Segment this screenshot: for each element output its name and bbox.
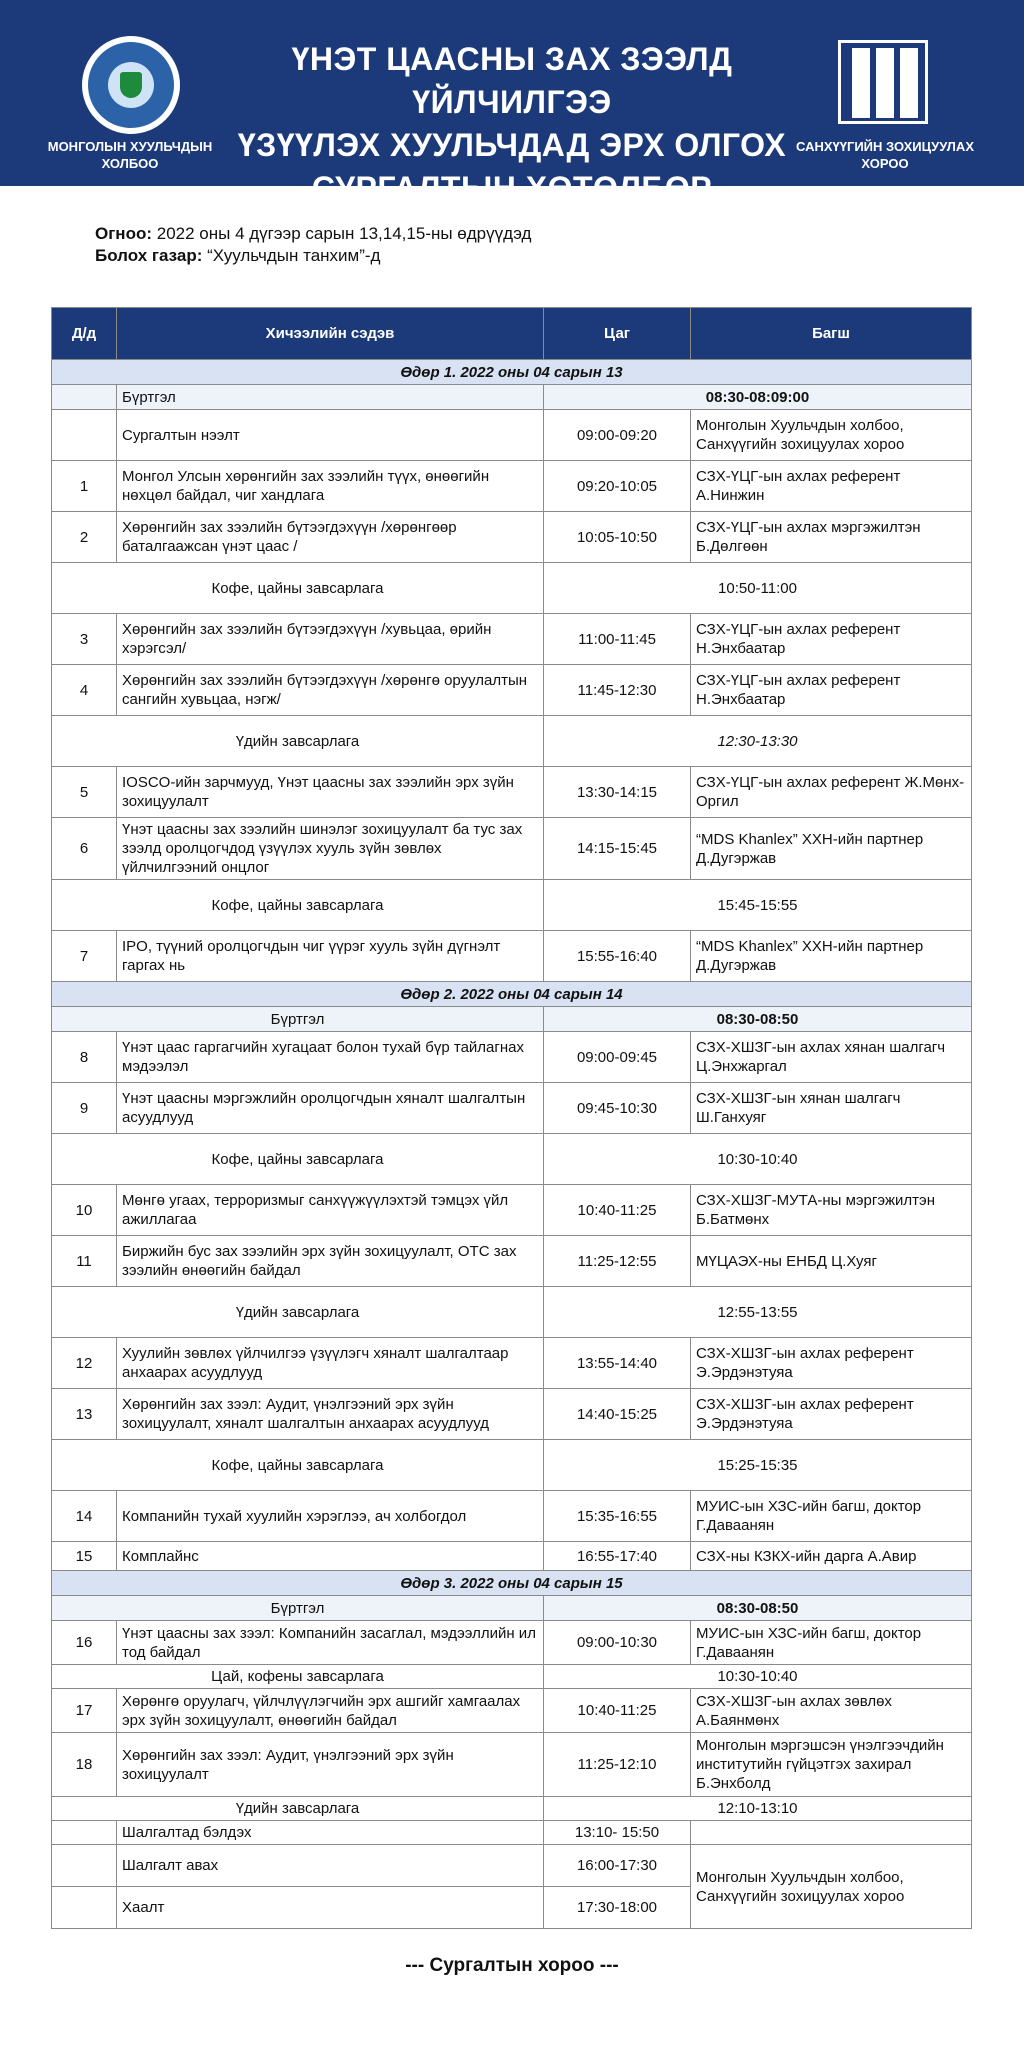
table-row: 2 Хөрөнгийн зах зээлийн бүтээгдэхүүн /хөрөнгөөр баталгаажсан үнэт цаас / 10:05-10:50 СЗХ-ҮЦГ-ын ахлах мэргэжилтэн Б.Дөлгөөн <box>52 512 972 563</box>
event-info <box>95 223 531 267</box>
table-row: 17 Хөрөнгө оруулагч, үйлчлүүлэгчийн эрх ашгийг хамгаалах эрх зүйн зохицуулалт, өнөөгийн байдал 10:40-11:25 СЗХ-ХШЗГ-ын ахлах зөвлөх А.Баянмөнх <box>52 1689 972 1733</box>
table-row: 7 IPO, түүний оролцогчдын чиг үүрэг хууль зүйн дүгнэлт гаргах нь 15:55-16:40 “MDS Khanlex” ХХН-ийн партнер Д.Дугэржав <box>52 931 972 982</box>
table-row: 4 Хөрөнгийн зах зээлийн бүтээгдэхүүн /хөрөнгө оруулалтын сангийн хувьцаа, нэгж/ 11:45-12:30 СЗХ-ҮЦГ-ын ахлах референт Н.Энхбаатар <box>52 665 972 716</box>
table-row: 6 Үнэт цаасны зах зээлийн шинэлэг зохицуулалт ба тус зах зээлд оролцогчдод үзүүлэх хууль зүйн зөвлөх үйлчилгээний онцлог 14:15-15:45 “MDS Khanlex” ХХН-ийн партнер Д.Дугэржав <box>52 818 972 880</box>
table-row: 5 IOSCO-ийн зарчмууд, Үнэт цаасны зах зээлийн эрх зүйн зохицуулалт 13:30-14:15 СЗХ-ҮЦГ-ын ахлах референт Ж.Мөнх-Оргил <box>52 767 972 818</box>
header-topic: Хичээлийн сэдэв <box>117 308 544 360</box>
lunch-row: Үдийн завсарлага 12:55-13:55 <box>52 1287 972 1338</box>
mongolian-bar-association-logo <box>82 36 180 134</box>
table-row: Шалгалт авах 16:00-17:30 Монголын Хуульчдын холбоо, Санхүүгийн зохицуулах хороо <box>52 1845 972 1887</box>
header-time: Цаг <box>544 308 691 360</box>
break-row: Цай, кофены завсарлага 10:30-10:40 <box>52 1665 972 1689</box>
day-title-row: Өдөр 3. 2022 оны 04 сарын 15 <box>52 1571 972 1596</box>
table-row: 13 Хөрөнгийн зах зээл: Аудит, үнэлгээний эрх зүйн зохицуулалт, хяналт шалгалтын анхаарах асуудлууд 14:40-15:25 СЗХ-ХШЗГ-ын ахлах референт Э.Эрдэнэтуяа <box>52 1389 972 1440</box>
header-banner <box>0 0 1024 206</box>
break-row: Кофе, цайны завсарлага 15:45-15:55 <box>52 880 972 931</box>
table-row: 3 Хөрөнгийн зах зээлийн бүтээгдэхүүн /хувьцаа, өрийн хэрэгсэл/ 11:00-11:45 СЗХ-ҮЦГ-ын ахлах референт Н.Энхбаатар <box>52 614 972 665</box>
table-row: 10 Мөнгө угаах, терроризмыг санхүүжүүлэхтэй тэмцэх үйл ажиллагаа 10:40-11:25 СЗХ-ХШЗГ-МУТА-ны мэргэжилтэн Б.Батмөнх <box>52 1185 972 1236</box>
day-title-row: Өдөр 1. 2022 оны 04 сарын 13 <box>52 360 972 385</box>
table-header-row <box>52 308 972 360</box>
table-row: Шалгалтад бэлдэх 13:10- 15:50 <box>52 1821 972 1845</box>
table-row: Сургалтын нээлт 09:00-09:20 Монголын Хуульчдын холбоо, Санхүүгийн зохицуулах хороо <box>52 410 972 461</box>
table-row: 15 Комплайнс 16:55-17:40 СЗХ-ны КЗКХ-ийн дарга А.Авир <box>52 1542 972 1571</box>
date-line: Огноо: 2022 оны 4 дүгээр сарын 13,14,15-ны өдрүүдэд <box>95 224 532 243</box>
place-line: Болох газар: “Хуульчдын танхим”-д <box>95 246 381 265</box>
table-row: 11 Биржийн бус зах зээлийн эрх зүйн зохицуулалт, OTC зах зээлийн өнөөгийн байдал 11:25-12:55 МҮЦАЭХ-ны ЕНБД Ц.Хуяг <box>52 1236 972 1287</box>
header-no: Д/д <box>52 308 117 360</box>
table-row: 9 Үнэт цаасны мэргэжлийн оролцогчдын хяналт шалгалтын асуудлууд 09:45-10:30 СЗХ-ХШЗГ-ын хянан шалгагч Ш.Ганхуяг <box>52 1083 972 1134</box>
registration-row: Бүртгэл 08:30-08:50 <box>52 1007 972 1032</box>
financial-regulatory-commission-logo <box>838 40 934 128</box>
registration-row: Бүртгэл 08:30-08:09:00 <box>52 385 972 410</box>
schedule-table <box>51 307 972 1929</box>
break-row: Кофе, цайны завсарлага 10:30-10:40 <box>52 1134 972 1185</box>
break-row: Кофе, цайны завсарлага 15:25-15:35 <box>52 1440 972 1491</box>
table-row: 1 Монгол Улсын хөрөнгийн зах зээлийн түүх, өнөөгийн нөхцөл байдал, чиг хандлага 09:20-10:05 СЗХ-ҮЦГ-ын ахлах референт А.Нинжин <box>52 461 972 512</box>
table-row: 8 Үнэт цаас гаргагчийн хугацаат болон тухай бүр тайлагнах мэдээлэл 09:00-09:45 СЗХ-ХШЗГ-ын ахлах хянан шалгагч Ц.Энхжаргал <box>52 1032 972 1083</box>
registration-row: Бүртгэл 08:30-08:50 <box>52 1596 972 1621</box>
table-row: 12 Хуулийн зөвлөх үйлчилгээ үзүүлэгч хяналт шалгалтаар анхаарах асуудлууд 13:55-14:40 СЗХ-ХШЗГ-ын ахлах референт Э.Эрдэнэтуяа <box>52 1338 972 1389</box>
day-title-row: Өдөр 2. 2022 оны 04 сарын 14 <box>52 982 972 1007</box>
left-org-caption: МОНГОЛЫН ХУУЛЬЧДЫН ХОЛБОО <box>47 139 213 171</box>
lunch-row: Үдийн завсарлага 12:10-13:10 <box>52 1797 972 1821</box>
page-title: ҮНЭТ ЦААСНЫ ЗАХ ЗЭЭЛД ҮЙЛЧИЛГЭЭ ҮЗҮҮЛЭХ ХУУЛЬЧДАД ЭРХ ОЛГОХ СУРГАЛТЫН ХӨТӨЛБӨР <box>237 41 787 206</box>
table-row: Хаалт 17:30-18:00 <box>52 1887 972 1929</box>
lunch-row: Үдийн завсарлага 12:30-13:30 <box>52 716 972 767</box>
footer-signature: --- Сургалтын хороо --- <box>405 1955 619 1976</box>
table-row: 16 Үнэт цаасны зах зээл: Компанийн засаглал, мэдээллийн ил тод байдал 09:00-10:30 МУИС-ын ХЗС-ийн багш, доктор Г.Даваанян <box>52 1621 972 1665</box>
table-row: 14 Компанийн тухай хуулийн хэрэглээ, ач холбогдол 15:35-16:55 МУИС-ын ХЗС-ийн багш, доктор Г.Даваанян <box>52 1491 972 1542</box>
table-row: 18 Хөрөнгийн зах зээл: Аудит, үнэлгээний эрх зүйн зохицуулалт 11:25-12:10 Монголын мэргэшсэн үнэлгээчдийн институтийн гүйцэтгэх захирал Б.Энхболд <box>52 1733 972 1797</box>
right-org-caption: САНХҮҮГИЙН ЗОХИЦУУЛАХ ХОРОО <box>796 139 974 171</box>
break-row: Кофе, цайны завсарлага 10:50-11:00 <box>52 563 972 614</box>
header-teacher: Багш <box>691 308 972 360</box>
